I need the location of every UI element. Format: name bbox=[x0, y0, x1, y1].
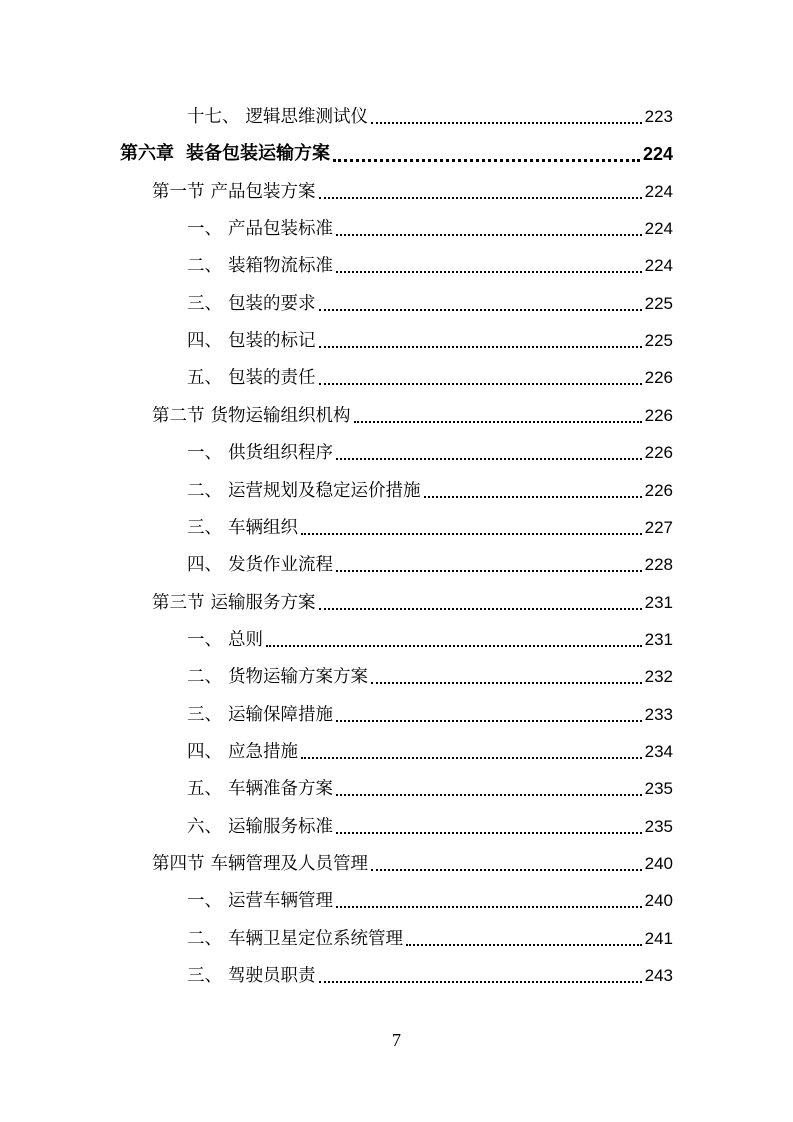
dot-leader bbox=[301, 757, 642, 759]
toc-entry-title: 运营规划及稳定运价措施 bbox=[228, 480, 421, 501]
dot-leader bbox=[336, 570, 642, 572]
toc-entry-page: 240 bbox=[644, 854, 673, 873]
dot-leader bbox=[319, 383, 642, 385]
dot-leader bbox=[371, 122, 642, 124]
toc-entry-number: 二、 bbox=[187, 928, 222, 949]
dot-leader bbox=[336, 832, 642, 834]
toc-entry-number: 五、 bbox=[187, 779, 222, 800]
toc-entry-title: 车辆管理及人员管理 bbox=[210, 854, 368, 874]
toc-entry-number: 第一节 bbox=[152, 181, 205, 202]
toc-entry-item[interactable] bbox=[187, 737, 673, 767]
dot-leader bbox=[319, 981, 642, 983]
toc-entry-title: 车辆准备方案 bbox=[228, 779, 333, 800]
toc-entry-number: 二、 bbox=[187, 256, 222, 277]
toc-entry-page: 224 bbox=[644, 256, 673, 276]
toc-entry-number: 四、 bbox=[187, 741, 222, 762]
toc-entry-page: 232 bbox=[644, 667, 673, 687]
toc-entry-page: 231 bbox=[644, 629, 673, 649]
toc-entry-title: 装箱物流标准 bbox=[228, 256, 333, 277]
toc-entry-page: 234 bbox=[644, 741, 673, 761]
toc-entry-section[interactable] bbox=[152, 401, 673, 431]
toc-entry-page: 227 bbox=[644, 517, 673, 537]
dot-leader bbox=[371, 682, 642, 684]
dot-leader bbox=[336, 234, 642, 236]
toc-entry-title: 产品包装标准 bbox=[228, 219, 333, 240]
toc-entry-title: 运输服务方案 bbox=[210, 592, 316, 613]
toc-entry-title: 总则 bbox=[228, 629, 263, 650]
toc-entry-title: 包装的责任 bbox=[228, 368, 316, 389]
toc-entry-page: 241 bbox=[644, 928, 673, 948]
dot-leader bbox=[371, 869, 642, 871]
dot-leader bbox=[336, 271, 642, 273]
page-number: 7 bbox=[392, 1030, 401, 1050]
toc-entry-number: 第四节 bbox=[152, 854, 205, 874]
toc-entry-item[interactable] bbox=[187, 625, 673, 655]
toc-entry-item[interactable] bbox=[187, 513, 673, 543]
dot-leader bbox=[336, 458, 642, 460]
toc-entry-title: 应急措施 bbox=[228, 741, 298, 762]
toc-entry-title: 运营车辆管理 bbox=[228, 891, 333, 912]
dot-leader bbox=[336, 720, 642, 722]
toc-entry-number: 三、 bbox=[187, 517, 222, 538]
toc-entry-title: 驾驶员职责 bbox=[228, 966, 316, 987]
toc-entry-number: 第三节 bbox=[152, 592, 205, 613]
toc-entry-item[interactable] bbox=[187, 924, 673, 954]
toc-entry-page: 235 bbox=[644, 816, 673, 836]
toc-entry-number: 三、 bbox=[187, 293, 222, 314]
toc-entry-item[interactable] bbox=[187, 289, 673, 319]
dot-leader bbox=[266, 645, 642, 647]
toc-entry-title: 车辆组织 bbox=[228, 517, 298, 538]
toc-entry-title: 产品包装方案 bbox=[210, 181, 316, 202]
toc-entry-number: 第二节 bbox=[152, 405, 205, 426]
dot-leader bbox=[333, 159, 640, 162]
toc-entry-item[interactable] bbox=[187, 214, 673, 244]
toc-entry-chapter[interactable] bbox=[120, 139, 673, 169]
toc-entry-item[interactable] bbox=[187, 438, 673, 468]
toc-entry-number: 四、 bbox=[187, 555, 222, 576]
toc-entry-item[interactable] bbox=[187, 774, 673, 804]
toc-entry-title: 包装的标记 bbox=[228, 331, 316, 352]
dot-leader bbox=[319, 608, 642, 610]
toc-entry-page: 228 bbox=[644, 555, 673, 575]
toc-entry-title: 运输保障措施 bbox=[228, 704, 333, 725]
toc-entry-page: 243 bbox=[644, 966, 673, 986]
toc-entry-item[interactable] bbox=[187, 363, 673, 393]
toc-entry-page: 235 bbox=[644, 779, 673, 799]
toc-entry-page: 226 bbox=[644, 368, 673, 388]
toc-entry-page: 225 bbox=[644, 331, 673, 351]
toc-entry-title: 运输服务标准 bbox=[228, 816, 333, 837]
dot-leader bbox=[319, 197, 642, 199]
toc-entry-item[interactable] bbox=[187, 550, 673, 580]
toc-entry-page: 224 bbox=[642, 144, 673, 165]
toc-entry-page: 224 bbox=[644, 181, 673, 201]
toc-entry-number: 一、 bbox=[187, 629, 222, 650]
toc-entry-section[interactable] bbox=[152, 849, 673, 879]
toc-entry-page: 225 bbox=[644, 293, 673, 313]
toc-entry-number: 三、 bbox=[187, 704, 222, 725]
toc-entry-item[interactable] bbox=[187, 961, 673, 991]
toc-entry-number: 二、 bbox=[187, 480, 222, 501]
toc-entry-item[interactable] bbox=[187, 326, 673, 356]
toc-entry-number: 一、 bbox=[187, 219, 222, 240]
dot-leader bbox=[424, 496, 642, 498]
dot-leader bbox=[319, 346, 642, 348]
toc-entry-item[interactable] bbox=[187, 700, 673, 730]
toc-entry-page: 224 bbox=[644, 219, 673, 239]
toc-entry-item[interactable] bbox=[187, 886, 673, 916]
dot-leader bbox=[354, 421, 642, 423]
toc-entry-number: 一、 bbox=[187, 443, 222, 464]
toc-entry-number: 第六章 bbox=[120, 143, 174, 165]
toc-entry-number: 四、 bbox=[187, 331, 222, 352]
toc-entry-page: 223 bbox=[644, 107, 673, 126]
toc-entry-title: 包装的要求 bbox=[228, 293, 316, 314]
toc-entry-number: 二、 bbox=[187, 667, 222, 688]
toc-entry-title: 货物运输方案方案 bbox=[228, 667, 368, 688]
toc-entry-item[interactable] bbox=[187, 251, 673, 281]
toc-entry-number: 三、 bbox=[187, 966, 222, 987]
toc-entry-number: 五、 bbox=[187, 368, 222, 389]
toc-entry-title: 供货组织程序 bbox=[228, 443, 333, 464]
toc-entry-number: 六、 bbox=[187, 816, 222, 837]
dot-leader bbox=[336, 906, 642, 908]
toc-entry-page: 226 bbox=[644, 480, 673, 500]
toc-entry-page: 233 bbox=[644, 704, 673, 724]
toc-entry-title: 逻辑思维测试仪 bbox=[245, 107, 368, 127]
toc-entry-number: 一、 bbox=[187, 891, 222, 912]
toc-entry-page: 226 bbox=[644, 405, 673, 425]
dot-leader bbox=[336, 794, 642, 796]
toc-entry-item[interactable] bbox=[187, 476, 673, 506]
toc-entry-page: 240 bbox=[644, 891, 673, 911]
toc-entry-title: 发货作业流程 bbox=[228, 555, 333, 576]
toc-entry-item[interactable] bbox=[187, 662, 673, 692]
dot-leader bbox=[406, 944, 642, 946]
toc-entry-page: 226 bbox=[644, 443, 673, 463]
toc-entry-section[interactable] bbox=[152, 588, 673, 618]
toc-entry-item[interactable] bbox=[187, 102, 673, 132]
toc-entry-item[interactable] bbox=[187, 812, 673, 842]
toc-entry-title: 车辆卫星定位系统管理 bbox=[228, 928, 403, 949]
toc-entry-page: 231 bbox=[644, 592, 673, 612]
toc-entry-title: 货物运输组织机构 bbox=[210, 405, 351, 426]
dot-leader bbox=[319, 309, 642, 311]
dot-leader bbox=[301, 533, 642, 535]
toc-entry-number: 十七、 bbox=[187, 107, 240, 127]
toc-entry-title: 装备包装运输方案 bbox=[186, 143, 330, 165]
toc-entry-section[interactable] bbox=[152, 177, 673, 207]
